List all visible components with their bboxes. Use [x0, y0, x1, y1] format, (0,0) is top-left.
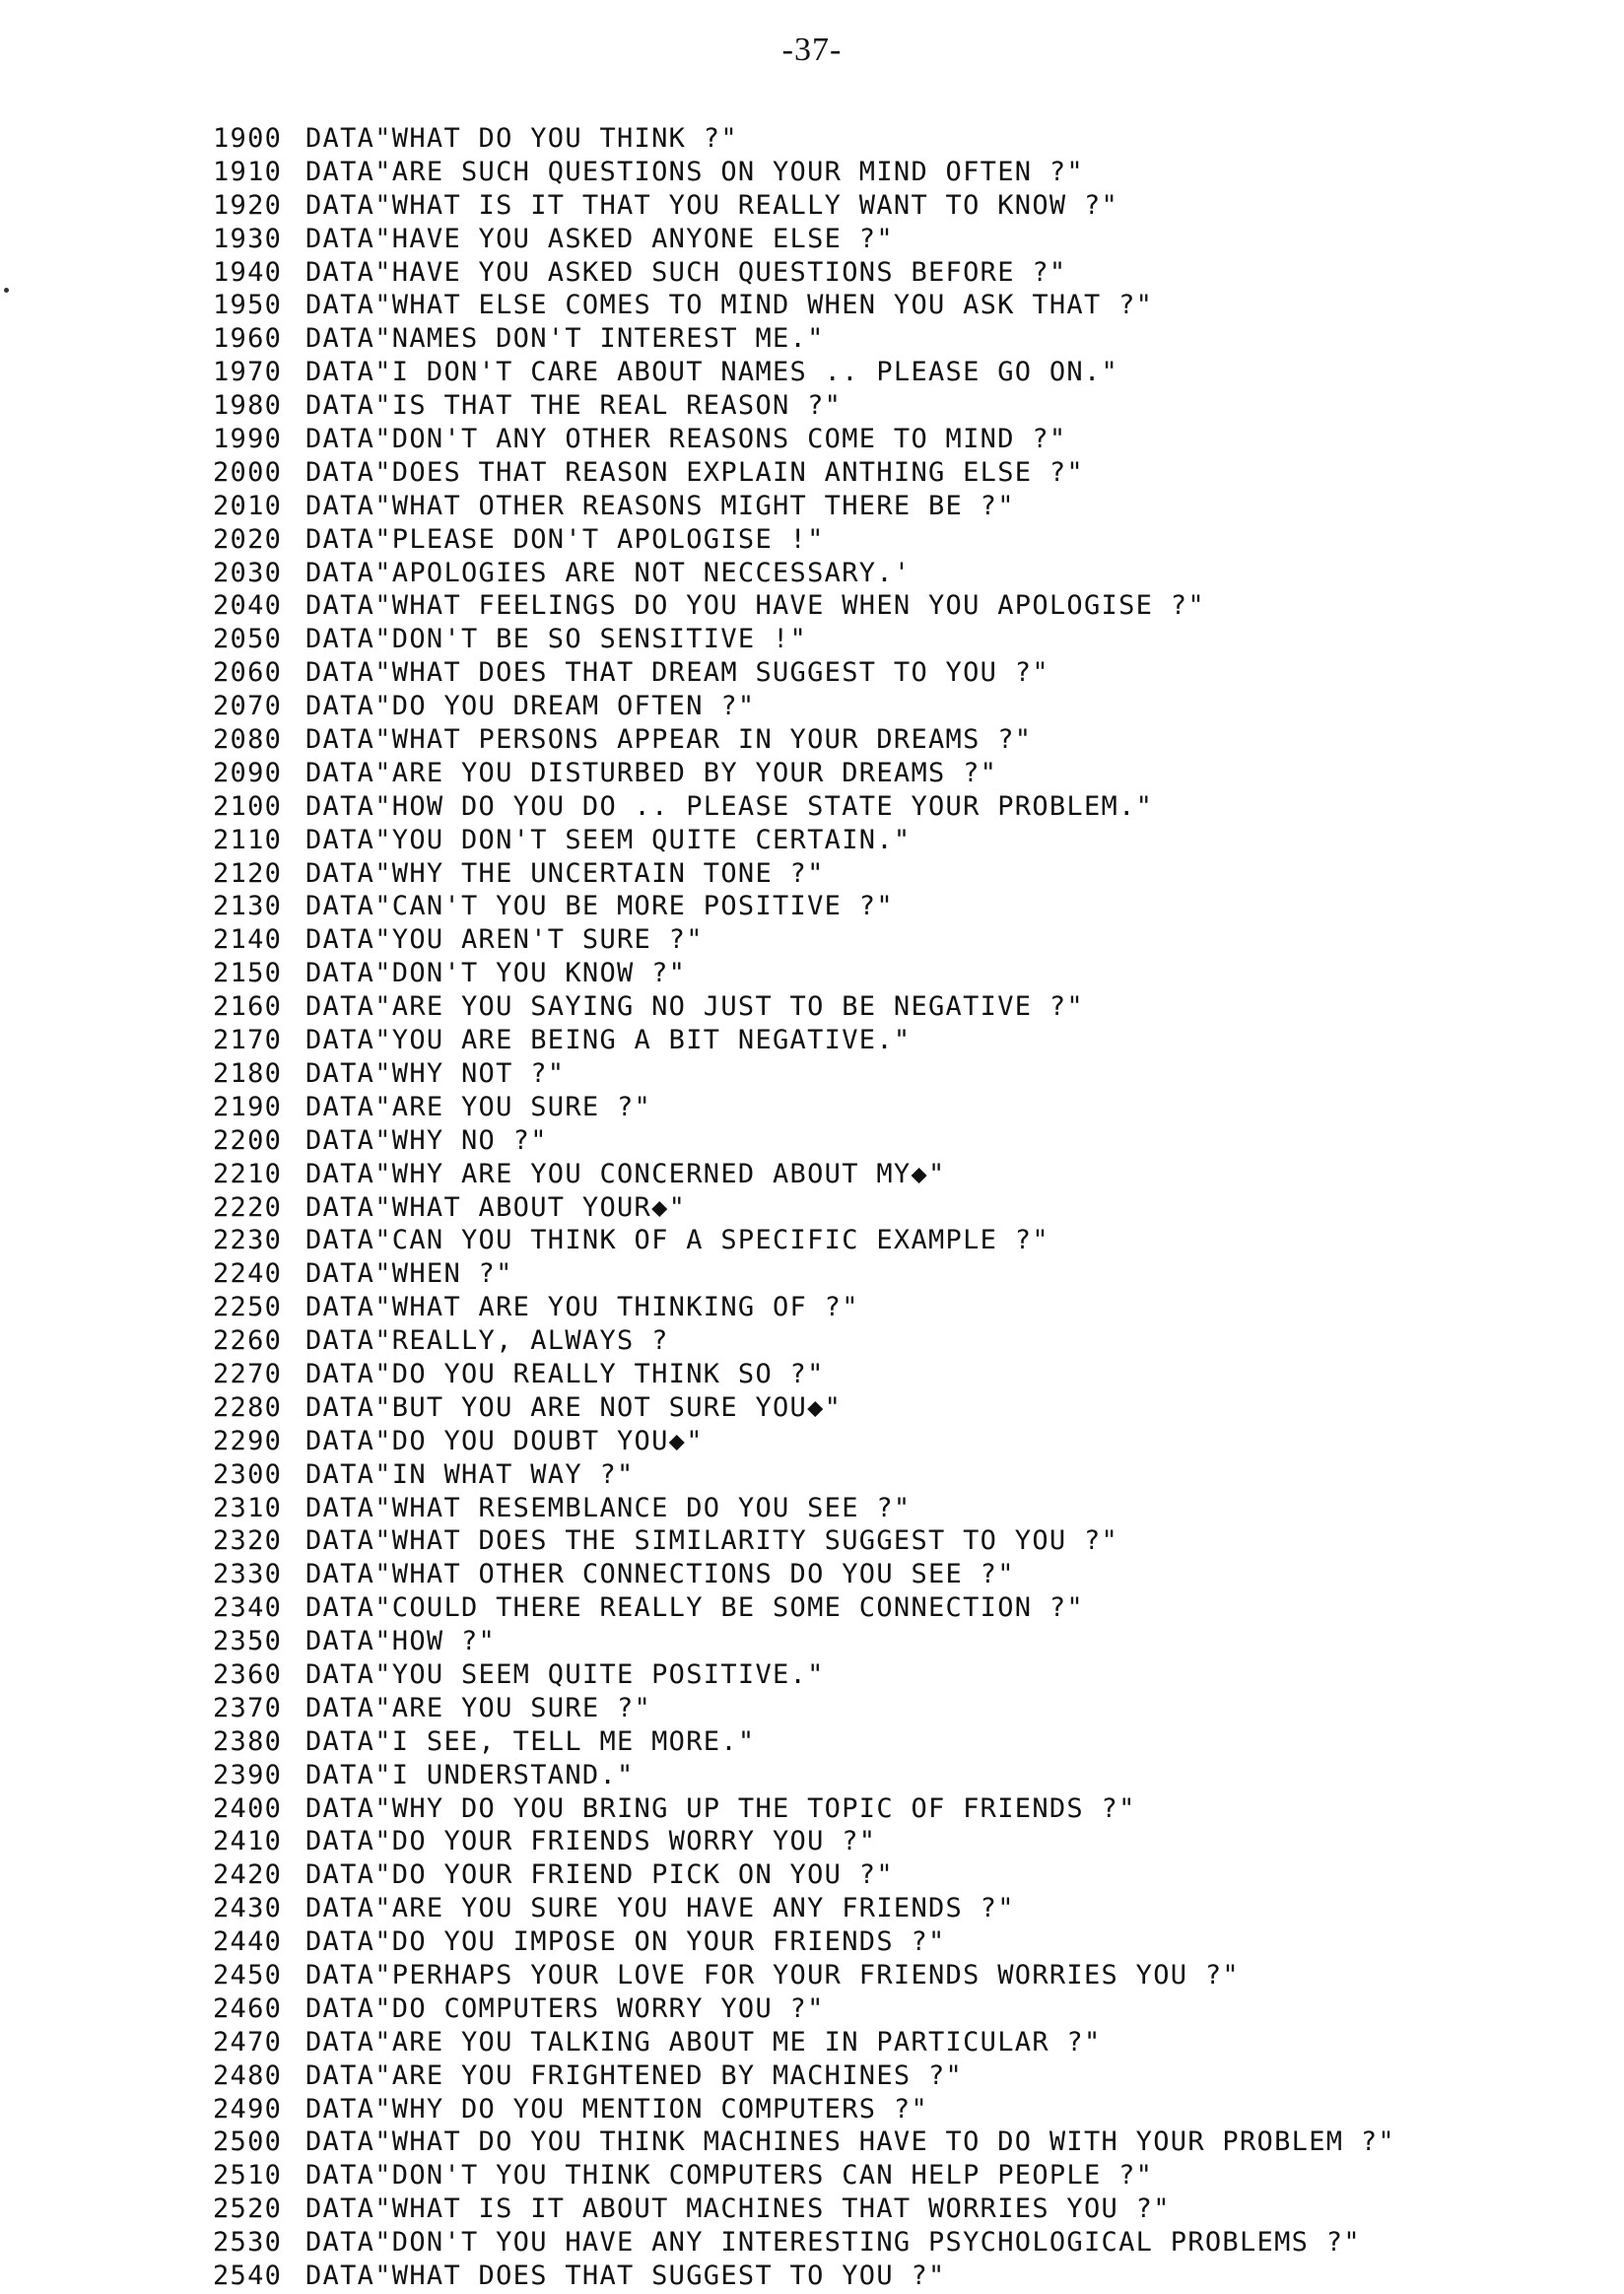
code-line [213, 523, 1395, 557]
code-line [213, 1458, 1395, 1492]
code-line [213, 890, 1395, 923]
line-number: 2150 [213, 958, 283, 989]
line-number: 2200 [213, 1124, 283, 1156]
line-statement: DATA"HOW ?" [305, 1626, 497, 1657]
line-statement: DATA"WHAT PERSONS APPEAR IN YOUR DREAMS ?" [305, 724, 1033, 756]
code-line [213, 1291, 1395, 1324]
line-statement: DATA"ARE YOU TALKING ABOUT ME IN PARTICULAR ?" [305, 2026, 1102, 2058]
line-statement: DATA"WHAT ELSE COMES TO MIND WHEN YOU ASK THAT ?" [305, 290, 1154, 321]
line-number: 1940 [213, 256, 283, 288]
line-number: 2370 [213, 1692, 283, 1723]
code-line [213, 757, 1395, 790]
code-line [213, 723, 1395, 757]
line-statement: DATA"ARE YOU SAYING NO JUST TO BE NEGATIVE ?" [305, 991, 1084, 1023]
line-number: 2280 [213, 1391, 283, 1423]
line-number: 1900 [213, 123, 283, 154]
line-number: 2330 [213, 1559, 283, 1590]
line-statement: DATA"WHAT DO YOU THINK MACHINES HAVE TO DO WITH YOUR PROBLEM ?" [305, 2126, 1395, 2158]
line-statement: DATA"IS THAT THE REAL REASON ?" [305, 390, 843, 422]
code-line [213, 322, 1395, 356]
line-number: 2450 [213, 1959, 283, 1990]
line-number: 2180 [213, 1057, 283, 1089]
line-statement: DATA"DON'T YOU KNOW ?" [305, 958, 687, 989]
code-line [213, 790, 1395, 824]
code-line [213, 1492, 1395, 1525]
line-number: 2520 [213, 2193, 283, 2225]
line-statement: DATA"DOES THAT REASON EXPLAIN ANTHING ELSE ?" [305, 456, 1084, 488]
line-number: 2250 [213, 1292, 283, 1323]
line-number: 2290 [213, 1425, 283, 1456]
line-number: 2480 [213, 2059, 283, 2091]
page-number: -37- [781, 32, 843, 68]
line-number: 2140 [213, 924, 283, 956]
line-number: 2500 [213, 2126, 283, 2158]
line-number: 1910 [213, 156, 283, 187]
code-line [213, 2260, 1395, 2293]
line-number: 2160 [213, 991, 283, 1023]
code-line [213, 423, 1395, 456]
line-statement: DATA"ARE YOU SURE ?" [305, 1091, 652, 1122]
code-line [213, 2226, 1395, 2260]
line-statement: DATA"ARE SUCH QUESTIONS ON YOUR MIND OFTEN ?" [305, 156, 1084, 187]
line-statement: DATA"WHY ARE YOU CONCERNED ABOUT MY◆" [305, 1158, 946, 1189]
line-number: 2060 [213, 657, 283, 689]
line-number: 1930 [213, 223, 283, 254]
line-number: 2300 [213, 1458, 283, 1490]
line-number: 2420 [213, 1859, 283, 1891]
line-statement: DATA"WHAT OTHER CONNECTIONS DO YOU SEE ?" [305, 1559, 1015, 1590]
line-statement: DATA"DO YOUR FRIENDS WORRY YOU ?" [305, 1826, 877, 1857]
code-line [213, 1024, 1395, 1057]
line-statement: DATA"ARE YOU DISTURBED BY YOUR DREAMS ?" [305, 757, 998, 788]
line-statement: DATA"DO YOU IMPOSE ON YOUR FRIENDS ?" [305, 1926, 946, 1958]
line-number: 2020 [213, 523, 283, 555]
line-statement: DATA"WHAT OTHER REASONS MIGHT THERE BE ?" [305, 490, 1015, 521]
line-number: 2080 [213, 724, 283, 756]
line-number: 2440 [213, 1926, 283, 1958]
line-number: 1990 [213, 424, 283, 455]
line-statement: DATA"DO COMPUTERS WORRY YOU ?" [305, 1992, 825, 2024]
code-line [213, 1324, 1395, 1358]
code-line [213, 1792, 1395, 1826]
code-line [213, 1191, 1395, 1225]
line-statement: DATA"PLEASE DON'T APOLOGISE !" [305, 523, 825, 555]
line-statement: DATA"WHAT DOES THAT DREAM SUGGEST TO YOU ?" [305, 657, 1049, 689]
code-line [213, 557, 1395, 590]
line-number: 2540 [213, 2260, 283, 2291]
code-line [213, 389, 1395, 423]
line-number: 2010 [213, 490, 283, 521]
code-line [213, 1124, 1395, 1158]
line-statement: DATA"NAMES DON'T INTEREST ME." [305, 323, 825, 355]
code-line [213, 957, 1395, 990]
line-number: 2470 [213, 2026, 283, 2058]
code-line [213, 1692, 1395, 1725]
line-number: 2030 [213, 557, 283, 588]
line-number: 1920 [213, 189, 283, 221]
line-statement: DATA"DON'T BE SO SENSITIVE !" [305, 624, 808, 655]
line-number: 2220 [213, 1191, 283, 1223]
line-number: 2040 [213, 590, 283, 622]
line-number: 2100 [213, 790, 283, 822]
line-statement: DATA"HAVE YOU ASKED SUCH QUESTIONS BEFORE ?" [305, 256, 1067, 288]
line-statement: DATA"WHY DO YOU MENTION COMPUTERS ?" [305, 2093, 928, 2125]
code-line [213, 1158, 1395, 1191]
line-statement: DATA"WHY THE UNCERTAIN TONE ?" [305, 857, 825, 889]
line-statement: DATA"ARE YOU SURE YOU HAVE ANY FRIENDS ?" [305, 1893, 1015, 1924]
code-line [213, 2193, 1395, 2226]
line-statement: DATA"WHAT DOES THAT SUGGEST TO YOU ?" [305, 2260, 946, 2291]
code-line [213, 356, 1395, 389]
line-statement: DATA"APOLOGIES ARE NOT NECCESSARY.' [305, 557, 912, 588]
line-statement: DATA"CAN'T YOU BE MORE POSITIVE ?" [305, 891, 894, 922]
code-line [213, 1992, 1395, 2026]
line-number: 2400 [213, 1792, 283, 1824]
line-number: 2120 [213, 857, 283, 889]
code-line [213, 1425, 1395, 1458]
line-statement: DATA"IN WHAT WAY ?" [305, 1458, 635, 1490]
code-line [213, 122, 1395, 156]
line-statement: DATA"DON'T ANY OTHER REASONS COME TO MIND ?" [305, 424, 1067, 455]
line-number: 1970 [213, 357, 283, 388]
code-line [213, 2125, 1395, 2159]
margin-mark [4, 288, 9, 293]
line-number: 2240 [213, 1258, 283, 1290]
code-line [213, 189, 1395, 223]
line-statement: DATA"COULD THERE REALLY BE SOME CONNECTION ?" [305, 1592, 1084, 1624]
code-line [213, 1091, 1395, 1124]
line-statement: DATA"WHAT ABOUT YOUR◆" [305, 1191, 687, 1223]
line-statement: DATA"YOU AREN'T SURE ?" [305, 924, 704, 956]
line-statement: DATA"WHEN ?" [305, 1258, 513, 1290]
line-number: 2310 [213, 1492, 283, 1523]
code-line [213, 1925, 1395, 1959]
code-line [213, 156, 1395, 189]
code-line [213, 1825, 1395, 1858]
code-line [213, 623, 1395, 656]
line-number: 2190 [213, 1091, 283, 1122]
code-line [213, 1558, 1395, 1591]
line-statement: DATA"REALLY, ALWAYS ? [305, 1325, 669, 1357]
line-statement: DATA"WHAT IS IT THAT YOU REALLY WANT TO KNOW ?" [305, 189, 1119, 221]
line-number: 2050 [213, 624, 283, 655]
line-statement: DATA"DO YOU DOUBT YOU◆" [305, 1425, 704, 1456]
code-line [213, 690, 1395, 723]
line-number: 2430 [213, 1893, 283, 1924]
line-statement: DATA"I SEE, TELL ME MORE." [305, 1725, 756, 1757]
code-line [213, 1257, 1395, 1291]
code-line [213, 824, 1395, 857]
line-statement: DATA"YOU ARE BEING A BIT NEGATIVE." [305, 1025, 912, 1056]
line-number: 2380 [213, 1725, 283, 1757]
code-line [213, 1224, 1395, 1257]
code-line [213, 857, 1395, 891]
line-number: 1960 [213, 323, 283, 355]
line-statement: DATA"DON'T YOU THINK COMPUTERS CAN HELP PEOPLE ?" [305, 2160, 1154, 2192]
line-number: 2340 [213, 1592, 283, 1624]
line-number: 2110 [213, 824, 283, 855]
line-number: 2090 [213, 757, 283, 788]
code-line [213, 2093, 1395, 2126]
line-statement: DATA"HOW DO YOU DO .. PLEASE STATE YOUR PROBLEM." [305, 790, 1154, 822]
line-statement: DATA"DON'T YOU HAVE ANY INTERESTING PSYCHOLOGICAL PROBLEMS ?" [305, 2227, 1361, 2259]
line-number: 2260 [213, 1325, 283, 1357]
code-line [213, 1759, 1395, 1792]
line-number: 2460 [213, 1992, 283, 2024]
code-line [213, 456, 1395, 490]
line-statement: DATA"DO YOU REALLY THINK SO ?" [305, 1358, 825, 1389]
code-line [213, 490, 1395, 523]
line-statement: DATA"WHAT DOES THE SIMILARITY SUGGEST TO YOU ?" [305, 1525, 1119, 1557]
line-statement: DATA"WHAT RESEMBLANCE DO YOU SEE ?" [305, 1492, 912, 1523]
code-line [213, 1057, 1395, 1091]
line-statement: DATA"I DON'T CARE ABOUT NAMES .. PLEASE GO ON." [305, 357, 1119, 388]
line-number: 2360 [213, 1658, 283, 1690]
line-statement: DATA"HAVE YOU ASKED ANYONE ELSE ?" [305, 223, 894, 254]
line-number: 2320 [213, 1525, 283, 1557]
code-line [213, 223, 1395, 256]
line-statement: DATA"WHY NOT ?" [305, 1057, 566, 1089]
code-line [213, 923, 1395, 957]
line-statement: DATA"I UNDERSTAND." [305, 1759, 635, 1790]
code-line [213, 656, 1395, 690]
line-number: 2230 [213, 1225, 283, 1256]
line-statement: DATA"WHAT DO YOU THINK ?" [305, 123, 738, 154]
code-line [213, 1625, 1395, 1658]
line-number: 2510 [213, 2160, 283, 2192]
line-statement: DATA"ARE YOU FRIGHTENED BY MACHINES ?" [305, 2059, 964, 2091]
line-number: 2530 [213, 2227, 283, 2259]
line-statement: DATA"WHY NO ?" [305, 1124, 548, 1156]
code-line [213, 1858, 1395, 1892]
code-line [213, 2026, 1395, 2059]
code-line [213, 1959, 1395, 1992]
line-statement: DATA"DO YOUR FRIEND PICK ON YOU ?" [305, 1859, 894, 1891]
code-line [213, 990, 1395, 1024]
code-line [213, 1892, 1395, 1925]
code-line [213, 289, 1395, 322]
line-number: 2170 [213, 1025, 283, 1056]
line-number: 2130 [213, 891, 283, 922]
code-line [213, 2059, 1395, 2093]
line-number: 1950 [213, 290, 283, 321]
line-statement: DATA"WHAT ARE YOU THINKING OF ?" [305, 1292, 859, 1323]
code-line [213, 2159, 1395, 2193]
line-statement: DATA"CAN YOU THINK OF A SPECIFIC EXAMPLE ?" [305, 1225, 1049, 1256]
line-statement: DATA"WHAT IS IT ABOUT MACHINES THAT WORRIES YOU ?" [305, 2193, 1171, 2225]
code-line [213, 1725, 1395, 1759]
line-number: 2390 [213, 1759, 283, 1790]
code-line [213, 256, 1395, 290]
line-number: 2410 [213, 1826, 283, 1857]
code-line [213, 1358, 1395, 1391]
line-number: 2270 [213, 1358, 283, 1389]
line-number: 2210 [213, 1158, 283, 1189]
code-line [213, 1591, 1395, 1625]
code-line [213, 589, 1395, 623]
code-line [213, 1524, 1395, 1558]
line-statement: DATA"WHAT FEELINGS DO YOU HAVE WHEN YOU APOLOGISE ?" [305, 590, 1205, 622]
line-number: 1980 [213, 390, 283, 422]
line-statement: DATA"YOU SEEM QUITE POSITIVE." [305, 1658, 825, 1690]
line-number: 2070 [213, 691, 283, 722]
line-number: 2490 [213, 2093, 283, 2125]
line-statement: DATA"DO YOU DREAM OFTEN ?" [305, 691, 756, 722]
line-statement: DATA"ARE YOU SURE ?" [305, 1692, 652, 1723]
line-statement: DATA"WHY DO YOU BRING UP THE TOPIC OF FRIENDS ?" [305, 1792, 1136, 1824]
line-statement: DATA"PERHAPS YOUR LOVE FOR YOUR FRIENDS WORRIES YOU ?" [305, 1959, 1240, 1990]
line-number: 2350 [213, 1626, 283, 1657]
line-number: 2000 [213, 456, 283, 488]
basic-program-listing [213, 122, 1395, 2293]
code-line [213, 1391, 1395, 1425]
line-statement: DATA"BUT YOU ARE NOT SURE YOU◆" [305, 1391, 843, 1423]
line-statement: DATA"YOU DON'T SEEM QUITE CERTAIN." [305, 824, 912, 855]
code-line [213, 1658, 1395, 1692]
